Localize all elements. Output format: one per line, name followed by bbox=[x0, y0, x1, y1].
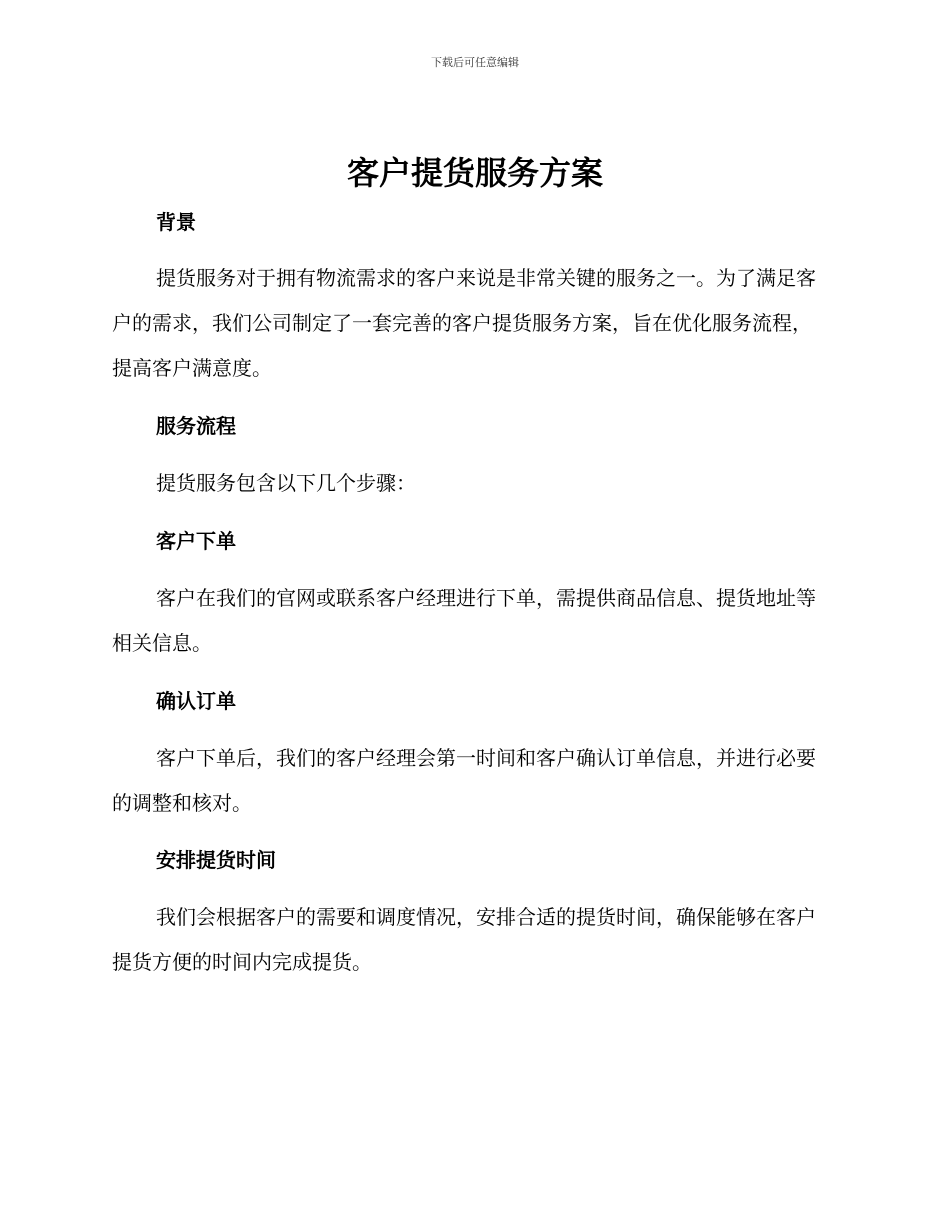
header-note: 下载后可任意编辑 bbox=[431, 56, 519, 69]
section-paragraph-customer-order: 客户在我们的官网或联系客户经理进行下单，需提供商品信息、提货地址等相关信息。 bbox=[112, 586, 816, 655]
section-heading-customer-order: 客户下单 bbox=[156, 529, 236, 553]
section-heading-service-process: 服务流程 bbox=[156, 414, 236, 438]
section-paragraph-service-process: 提货服务包含以下几个步骤： bbox=[156, 471, 416, 495]
section-paragraph-schedule-pickup: 我们会根据客户的需要和调度情况，安排合适的提货时间，确保能够在客户提货方便的时间内完成提货。 bbox=[112, 905, 816, 974]
document-title: 客户提货服务方案 bbox=[346, 154, 603, 192]
section-heading-schedule-pickup: 安排提货时间 bbox=[156, 848, 276, 872]
section-heading-confirm-order: 确认订单 bbox=[156, 689, 236, 713]
section-heading-background: 背景 bbox=[156, 210, 196, 234]
section-paragraph-background: 提货服务对于拥有物流需求的客户来说是非常关键的服务之一。为了满足客户的需求，我们公司制定了一套完善的客户提货服务方案，旨在优化服务流程，提高客户满意度。 bbox=[112, 266, 816, 380]
section-paragraph-confirm-order: 客户下单后，我们的客户经理会第一时间和客户确认订单信息，并进行必要的调整和核对。 bbox=[112, 746, 816, 815]
